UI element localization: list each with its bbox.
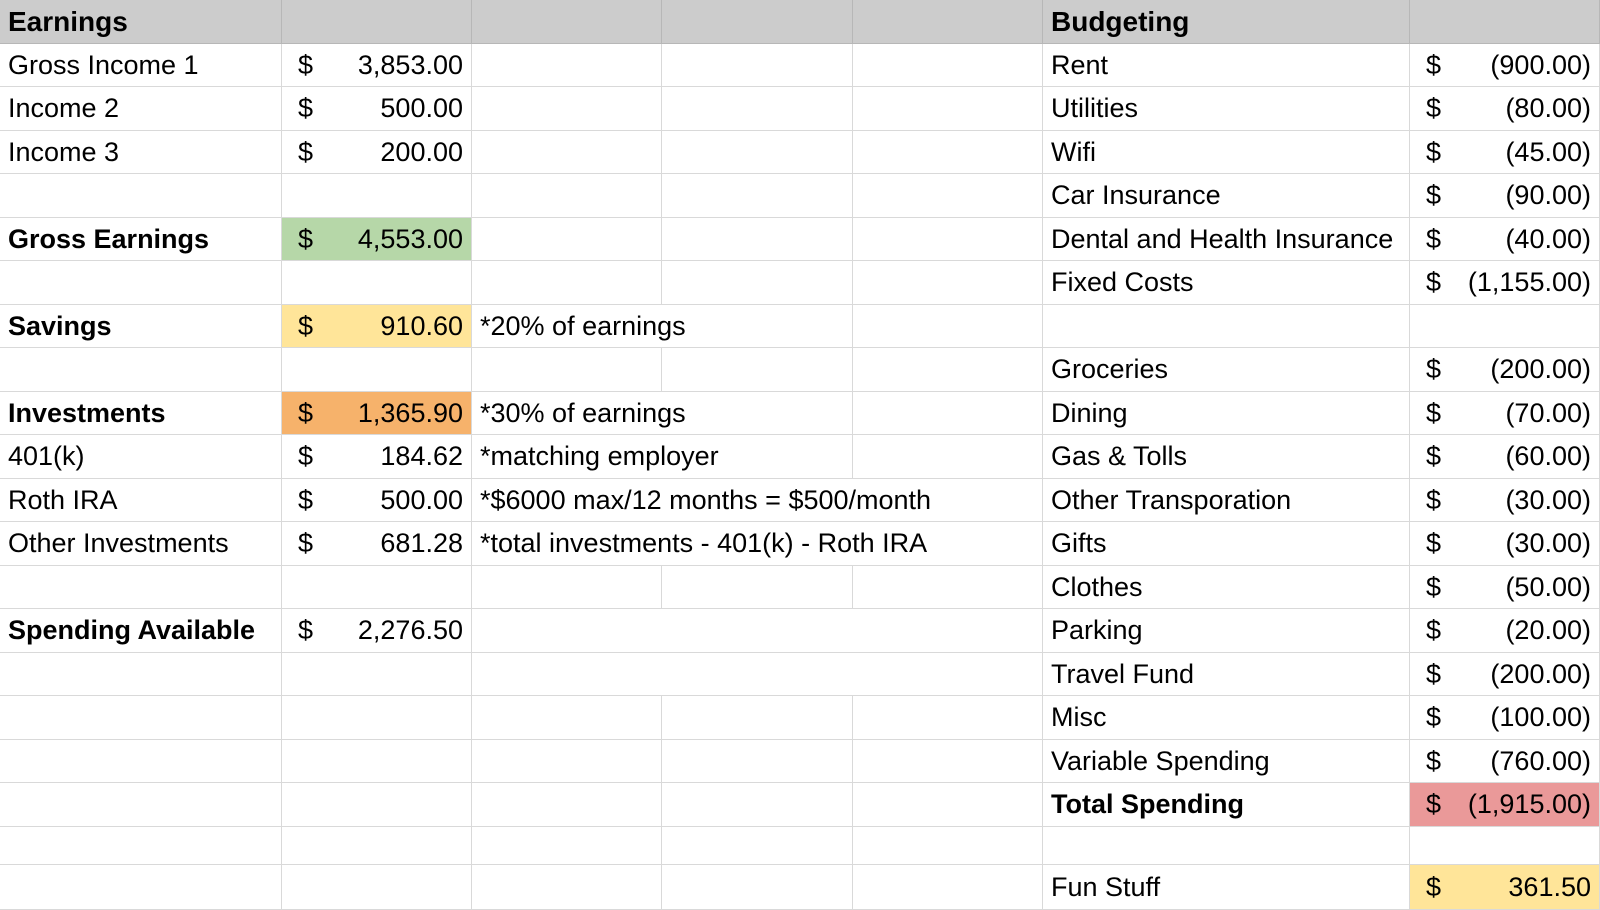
earnings-label[interactable]: [0, 609, 282, 653]
cell[interactable]: [662, 348, 853, 392]
amount-value: (80.00): [1505, 93, 1591, 123]
budget-label[interactable]: [1043, 131, 1410, 174]
cell[interactable]: [662, 0, 853, 44]
amount-value: 500.00: [380, 93, 463, 123]
cell-text: Savings: [8, 310, 112, 341]
cell[interactable]: [853, 696, 1043, 740]
earnings-label[interactable]: [0, 44, 282, 87]
amount-value: (70.00): [1505, 397, 1591, 428]
budget-label[interactable]: [1043, 44, 1410, 87]
cell[interactable]: [853, 87, 1043, 131]
cell[interactable]: [0, 174, 282, 218]
budget-amount[interactable]: [1410, 865, 1600, 910]
cell[interactable]: [662, 566, 853, 609]
earnings-amount[interactable]: [282, 218, 472, 261]
amount-value: (20.00): [1505, 615, 1591, 645]
cell[interactable]: [282, 653, 472, 696]
currency-symbol: $: [298, 528, 314, 558]
cell[interactable]: [662, 87, 853, 131]
amount-value: (900.00): [1490, 49, 1591, 80]
cell[interactable]: [853, 865, 1043, 910]
budget-label[interactable]: [1043, 348, 1410, 392]
cell-text: *$6000 max/12 months = $500/month: [480, 484, 932, 515]
cell[interactable]: [472, 174, 662, 218]
budget-amount[interactable]: [1410, 522, 1600, 566]
amount-value: (1,155.00): [1467, 267, 1591, 297]
currency-symbol: $: [298, 223, 314, 254]
cell[interactable]: [1410, 305, 1600, 348]
budget-label[interactable]: [1043, 392, 1410, 435]
cell[interactable]: [853, 566, 1043, 609]
amount-value: (100.00): [1490, 702, 1591, 732]
cell[interactable]: [662, 261, 853, 305]
budget-label[interactable]: [1043, 522, 1410, 566]
cell[interactable]: [662, 44, 853, 87]
amount-value: (90.00): [1505, 180, 1591, 210]
budget-label[interactable]: [1043, 566, 1410, 609]
cell[interactable]: [472, 827, 662, 865]
earnings-note[interactable]: [472, 522, 1043, 566]
cell[interactable]: [472, 653, 1043, 696]
amount-value: (760.00): [1490, 745, 1591, 776]
currency-symbol: $: [1426, 223, 1442, 254]
budget-amount[interactable]: [1410, 783, 1600, 827]
cell-text: Groceries: [1051, 354, 1169, 384]
currency-symbol: $: [298, 615, 314, 645]
cell-text: Clothes: [1051, 571, 1143, 602]
cell[interactable]: [282, 696, 472, 740]
cell-text: Income 2: [8, 93, 120, 123]
currency-symbol: $: [298, 93, 314, 123]
budget-amount[interactable]: [1410, 566, 1600, 609]
budget-label[interactable]: [1043, 740, 1410, 783]
cell[interactable]: [853, 827, 1043, 865]
currency-symbol: $: [1426, 871, 1442, 902]
cell[interactable]: [853, 392, 1043, 435]
budget-amount[interactable]: [1410, 174, 1600, 218]
earnings-label[interactable]: [0, 435, 282, 479]
earnings-note[interactable]: [472, 435, 853, 479]
cell[interactable]: [472, 348, 662, 392]
currency-symbol: $: [1426, 354, 1442, 384]
cell[interactable]: [472, 87, 662, 131]
cell-text: Other Investments: [8, 528, 229, 558]
cell[interactable]: [853, 0, 1043, 44]
cell[interactable]: [282, 566, 472, 609]
cell[interactable]: [282, 827, 472, 865]
cell[interactable]: [472, 740, 662, 783]
amount-value: 3,853.00: [357, 49, 463, 80]
currency-symbol: $: [1426, 93, 1442, 123]
currency-symbol: $: [1426, 267, 1442, 297]
cell-text: Parking: [1051, 615, 1143, 645]
earnings-label[interactable]: [0, 87, 282, 131]
cell-text: Budgeting: [1051, 5, 1190, 37]
currency-symbol: $: [1426, 789, 1442, 819]
cell[interactable]: [1043, 827, 1410, 865]
currency-symbol: $: [1426, 441, 1442, 471]
cell[interactable]: [282, 0, 472, 44]
amount-value: 200.00: [380, 136, 463, 167]
cell[interactable]: [472, 131, 662, 174]
amount-value: 184.62: [380, 441, 463, 471]
cell[interactable]: [0, 261, 282, 305]
cell[interactable]: [0, 865, 282, 910]
budget-label[interactable]: [1043, 174, 1410, 218]
budget-amount[interactable]: [1410, 740, 1600, 783]
budget-label[interactable]: [1043, 865, 1410, 910]
amount-value: 500.00: [380, 484, 463, 515]
cell-text: Spending Available: [8, 615, 256, 645]
amount-value: 910.60: [380, 310, 463, 341]
earnings-note[interactable]: [472, 479, 1043, 522]
cell-text: Dining: [1051, 397, 1128, 428]
cell-text: *20% of earnings: [480, 310, 686, 341]
currency-symbol: $: [1426, 397, 1442, 428]
cell[interactable]: [662, 783, 853, 827]
cell[interactable]: [0, 348, 282, 392]
cell-text: Total Spending: [1051, 789, 1244, 819]
currency-symbol: $: [1426, 702, 1442, 732]
budget-label[interactable]: [1043, 783, 1410, 827]
cell[interactable]: [662, 827, 853, 865]
cell-text: Earnings: [8, 5, 128, 37]
earnings-amount[interactable]: [282, 522, 472, 566]
earnings-amount[interactable]: [282, 87, 472, 131]
cell[interactable]: [0, 827, 282, 865]
budget-amount[interactable]: [1410, 479, 1600, 522]
cell[interactable]: [853, 305, 1043, 348]
currency-symbol: $: [1426, 615, 1442, 645]
cell[interactable]: [662, 740, 853, 783]
cell[interactable]: [472, 566, 662, 609]
amount-value: 681.28: [380, 528, 463, 558]
cell-text: Gross Earnings: [8, 223, 210, 254]
cell[interactable]: [282, 783, 472, 827]
amount-value: (30.00): [1505, 484, 1591, 515]
budget-amount[interactable]: [1410, 609, 1600, 653]
cell[interactable]: [282, 174, 472, 218]
budget-label[interactable]: [1043, 479, 1410, 522]
budgeting-header[interactable]: [1043, 0, 1410, 44]
currency-symbol: $: [298, 49, 314, 80]
cell[interactable]: [472, 261, 662, 305]
currency-symbol: $: [1426, 49, 1442, 80]
earnings-amount[interactable]: [282, 479, 472, 522]
cell[interactable]: [853, 261, 1043, 305]
currency-symbol: $: [298, 310, 314, 341]
amount-value: 361.50: [1508, 871, 1591, 902]
currency-symbol: $: [1426, 484, 1442, 515]
earnings-amount[interactable]: [282, 392, 472, 435]
budget-amount[interactable]: [1410, 348, 1600, 392]
earnings-label[interactable]: [0, 305, 282, 348]
cell[interactable]: [282, 348, 472, 392]
currency-symbol: $: [1426, 136, 1442, 167]
amount-value: (1,915.00): [1467, 789, 1591, 819]
cell-text: Misc: [1051, 702, 1107, 732]
currency-symbol: $: [1426, 571, 1442, 602]
cell[interactable]: [853, 783, 1043, 827]
cell[interactable]: [853, 348, 1043, 392]
cell[interactable]: [472, 783, 662, 827]
cell[interactable]: [282, 261, 472, 305]
cell[interactable]: [853, 218, 1043, 261]
cell[interactable]: [472, 218, 662, 261]
cell[interactable]: [282, 740, 472, 783]
cell[interactable]: [472, 696, 662, 740]
earnings-amount[interactable]: [282, 609, 472, 653]
cell[interactable]: [853, 740, 1043, 783]
budget-amount[interactable]: [1410, 261, 1600, 305]
currency-symbol: $: [298, 397, 314, 428]
cell[interactable]: [1410, 0, 1600, 44]
cell[interactable]: [0, 653, 282, 696]
cell-text: Gross Income 1: [8, 49, 199, 80]
earnings-note[interactable]: [472, 392, 853, 435]
cell[interactable]: [282, 865, 472, 910]
budget-amount[interactable]: [1410, 435, 1600, 479]
amount-value: (40.00): [1505, 223, 1591, 254]
cell[interactable]: [472, 0, 662, 44]
earnings-amount[interactable]: [282, 435, 472, 479]
currency-symbol: $: [1426, 658, 1442, 689]
cell-text: 401(k): [8, 441, 85, 471]
cell[interactable]: [472, 609, 1043, 653]
earnings-note[interactable]: [472, 305, 853, 348]
cell-text: Utilities: [1051, 93, 1139, 123]
earnings-header[interactable]: [0, 0, 282, 44]
budget-amount[interactable]: [1410, 392, 1600, 435]
cell-text: *total investments - 401(k) - Roth IRA: [480, 528, 928, 558]
cell-text: Fun Stuff: [1051, 871, 1161, 902]
cell[interactable]: [0, 566, 282, 609]
cell-text: Other Transporation: [1051, 484, 1292, 515]
cell[interactable]: [853, 435, 1043, 479]
currency-symbol: $: [1426, 528, 1442, 558]
budget-label[interactable]: [1043, 435, 1410, 479]
earnings-label[interactable]: [0, 479, 282, 522]
cell[interactable]: [662, 696, 853, 740]
budget-label[interactable]: [1043, 261, 1410, 305]
budget-amount[interactable]: [1410, 131, 1600, 174]
earnings-amount[interactable]: [282, 131, 472, 174]
budget-label[interactable]: [1043, 609, 1410, 653]
cell-text: Variable Spending: [1051, 745, 1270, 776]
cell-text: Rent: [1051, 49, 1109, 80]
cell[interactable]: [1043, 305, 1410, 348]
budget-amount[interactable]: [1410, 87, 1600, 131]
cell[interactable]: [853, 174, 1043, 218]
cell[interactable]: [662, 218, 853, 261]
cell-text: Car Insurance: [1051, 180, 1221, 210]
cell[interactable]: [472, 865, 662, 910]
cell[interactable]: [662, 865, 853, 910]
cell-text: *30% of earnings: [480, 397, 686, 428]
amount-value: 1,365.90: [357, 397, 463, 428]
cell[interactable]: [472, 44, 662, 87]
cell-text: Wifi: [1051, 136, 1096, 167]
cell-text: Roth IRA: [8, 484, 118, 515]
budget-label[interactable]: [1043, 696, 1410, 740]
cell[interactable]: [853, 44, 1043, 87]
cell[interactable]: [662, 131, 853, 174]
cell[interactable]: [0, 783, 282, 827]
earnings-label[interactable]: [0, 392, 282, 435]
budget-amount[interactable]: [1410, 44, 1600, 87]
budget-label[interactable]: [1043, 218, 1410, 261]
budget-label[interactable]: [1043, 87, 1410, 131]
budget-amount[interactable]: [1410, 653, 1600, 696]
cell-text: Fixed Costs: [1051, 267, 1194, 297]
currency-symbol: $: [298, 441, 314, 471]
earnings-amount[interactable]: [282, 44, 472, 87]
cell[interactable]: [853, 131, 1043, 174]
amount-value: (45.00): [1505, 136, 1591, 167]
budget-amount[interactable]: [1410, 218, 1600, 261]
cell[interactable]: [0, 740, 282, 783]
budget-amount[interactable]: [1410, 696, 1600, 740]
currency-symbol: $: [1426, 180, 1442, 210]
currency-symbol: $: [298, 136, 314, 167]
cell[interactable]: [1410, 827, 1600, 865]
cell[interactable]: [662, 174, 853, 218]
amount-value: (200.00): [1490, 354, 1591, 384]
amount-value: (30.00): [1505, 528, 1591, 558]
cell-text: Income 3: [8, 136, 120, 167]
amount-value: (60.00): [1505, 441, 1591, 471]
amount-value: 2,276.50: [357, 615, 463, 645]
cell-text: Travel Fund: [1051, 658, 1195, 689]
cell-text: Dental and Health Insurance: [1051, 223, 1394, 254]
amount-value: (50.00): [1505, 571, 1591, 602]
budget-label[interactable]: [1043, 653, 1410, 696]
amount-value: 4,553.00: [357, 223, 463, 254]
cell-text: Gifts: [1051, 528, 1107, 558]
cell-text: Gas & Tolls: [1051, 441, 1188, 471]
earnings-amount[interactable]: [282, 305, 472, 348]
currency-symbol: $: [298, 484, 314, 515]
earnings-label[interactable]: [0, 131, 282, 174]
earnings-label[interactable]: [0, 522, 282, 566]
cell-text: *matching employer: [480, 441, 719, 471]
cell-text: Investments: [8, 397, 166, 428]
amount-value: (200.00): [1490, 658, 1591, 689]
currency-symbol: $: [1426, 745, 1442, 776]
earnings-label[interactable]: [0, 218, 282, 261]
cell[interactable]: [0, 696, 282, 740]
